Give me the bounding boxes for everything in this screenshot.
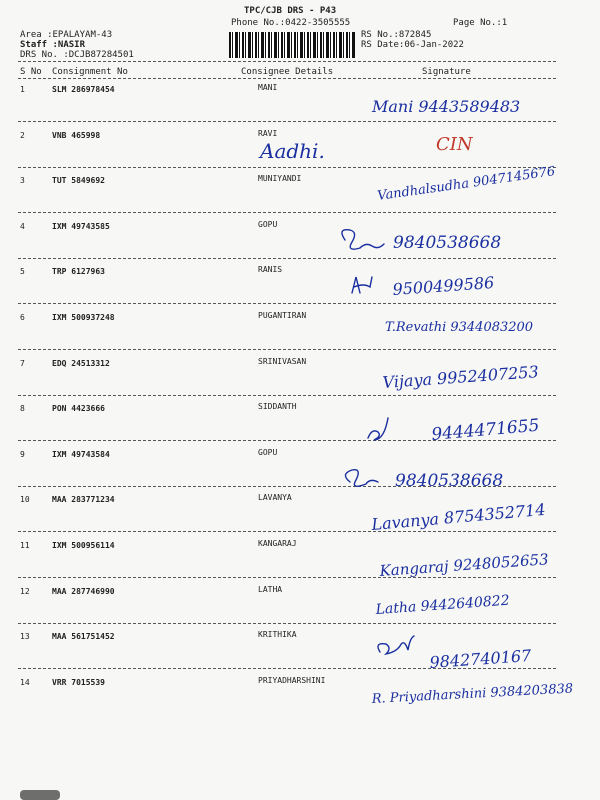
row-9-sno: 9 <box>20 449 25 459</box>
row-8-consignment-no: PON 4423666 <box>52 404 105 414</box>
row-8-sno: 8 <box>20 404 25 414</box>
row-14-sno: 14 <box>20 677 30 687</box>
row-3-consignment-no: TUT 5849692 <box>52 176 105 186</box>
row-9-consignee: GOPU <box>258 447 278 457</box>
signature-9: 9840538668 <box>395 471 504 491</box>
stamp-cin: CIN <box>436 134 473 155</box>
row-1-consignee: MANI <box>258 83 278 92</box>
row-11-sno: 11 <box>20 541 30 550</box>
row-2-consignee: RAVI <box>258 128 278 138</box>
scribble-4 <box>342 230 384 249</box>
row-13-consignee: KRITHIKA <box>258 630 297 640</box>
page-number: Page No.:1 <box>453 18 508 28</box>
column-consignment: Consignment No <box>52 67 128 77</box>
phone-number: Phone No.:0422-3505555 <box>231 18 351 28</box>
column-signature: Signature <box>422 67 471 77</box>
row-1-consignment-no: SLM 286978454 <box>52 85 115 94</box>
row-3-sno: 3 <box>20 176 25 186</box>
signature-8: 9444471655 <box>430 415 541 445</box>
row-6-consignment-no: IXM 500937248 <box>52 313 115 322</box>
row-10-sno: 10 <box>20 495 30 505</box>
signature-6: T.Revathi 9344083200 <box>385 320 534 335</box>
row-7-sno: 7 <box>20 358 25 368</box>
row-3-consignee: MUNIYANDI <box>258 174 302 184</box>
row-11-consignment-no: IXM 500956114 <box>52 541 115 550</box>
row-4-consignment-no: IXM 49743585 <box>52 221 110 231</box>
scribble-8 <box>368 418 388 440</box>
signature-11: Kangaraj 9248052653 <box>379 550 550 580</box>
rs-date: RS Date:06-Jan-2022 <box>361 40 464 50</box>
signature-13: 9842740167 <box>428 645 532 672</box>
row-9-consignment-no: IXM 49743584 <box>52 449 110 459</box>
rs-number: RS No.:872845 <box>361 30 432 40</box>
row-10-consignment-no: MAA 283771234 <box>52 495 115 505</box>
row-4-sno: 4 <box>20 221 25 231</box>
row-13-consignment-no: MAA 561751452 <box>52 632 115 642</box>
row-5-consignment-no: TRP 6127963 <box>52 267 105 277</box>
signature-4: 9840538668 <box>393 233 502 253</box>
signature-12: Latha 9442640822 <box>375 592 511 618</box>
row-2-sno: 2 <box>20 130 25 140</box>
staff-label: Staff :NASIR <box>20 40 86 50</box>
row-12-consignment-no: MAA 287746990 <box>52 586 115 596</box>
row-10-consignee: LAVANYA <box>258 493 292 503</box>
row-8-consignee: SIDDANTH <box>258 402 297 412</box>
row-11-consignee: KANGARAJ <box>258 539 297 548</box>
row-5-consignee: RANIS <box>258 265 283 275</box>
row-12-consignee: LATHA <box>258 584 283 594</box>
row-14-consignee: PRIYADHARSHINI <box>258 675 326 685</box>
row-6-sno: 6 <box>20 313 25 322</box>
scribble-9 <box>345 470 378 487</box>
row-2-consignment-no: VNB 465998 <box>52 130 101 140</box>
row-7-consignee: SRINIVASAN <box>258 356 307 366</box>
signature-14: R. Priyadharshini 9384203838 <box>371 681 574 707</box>
column-consignee: Consignee Details <box>241 67 334 77</box>
area-label: Area :EPALAYAM-43 <box>20 30 113 40</box>
row-13-sno: 13 <box>20 632 30 642</box>
row-5-sno: 5 <box>20 267 25 277</box>
row-4-consignee: GOPU <box>258 219 278 229</box>
signature-10: Lavanya 8754352714 <box>370 499 547 534</box>
document-title: TPC/CJB DRS - P43 <box>244 6 337 16</box>
row-1-sno: 1 <box>20 85 25 94</box>
scan-smudge <box>20 790 60 800</box>
signature-1: Mani 9443589483 <box>372 97 521 116</box>
signature-2: Aadhi. <box>260 139 325 163</box>
signature-3: Vandhalsudha 9047145676 <box>376 164 557 204</box>
row-14-consignment-no: VRR 7015539 <box>52 677 105 687</box>
column-sno: S No <box>20 67 42 77</box>
row-6-consignee: PUGANTIRAN <box>258 311 307 320</box>
row-12-sno: 12 <box>20 586 30 596</box>
drs-number: DRS No. :DCJB87284501 <box>20 50 134 60</box>
scribble-5 <box>352 277 372 293</box>
scribble-13 <box>378 636 414 654</box>
signature-5: 9500499586 <box>391 272 495 299</box>
row-7-consignment-no: EDQ 24513312 <box>52 358 110 368</box>
signature-7: Vijaya 9952407253 <box>381 362 540 392</box>
